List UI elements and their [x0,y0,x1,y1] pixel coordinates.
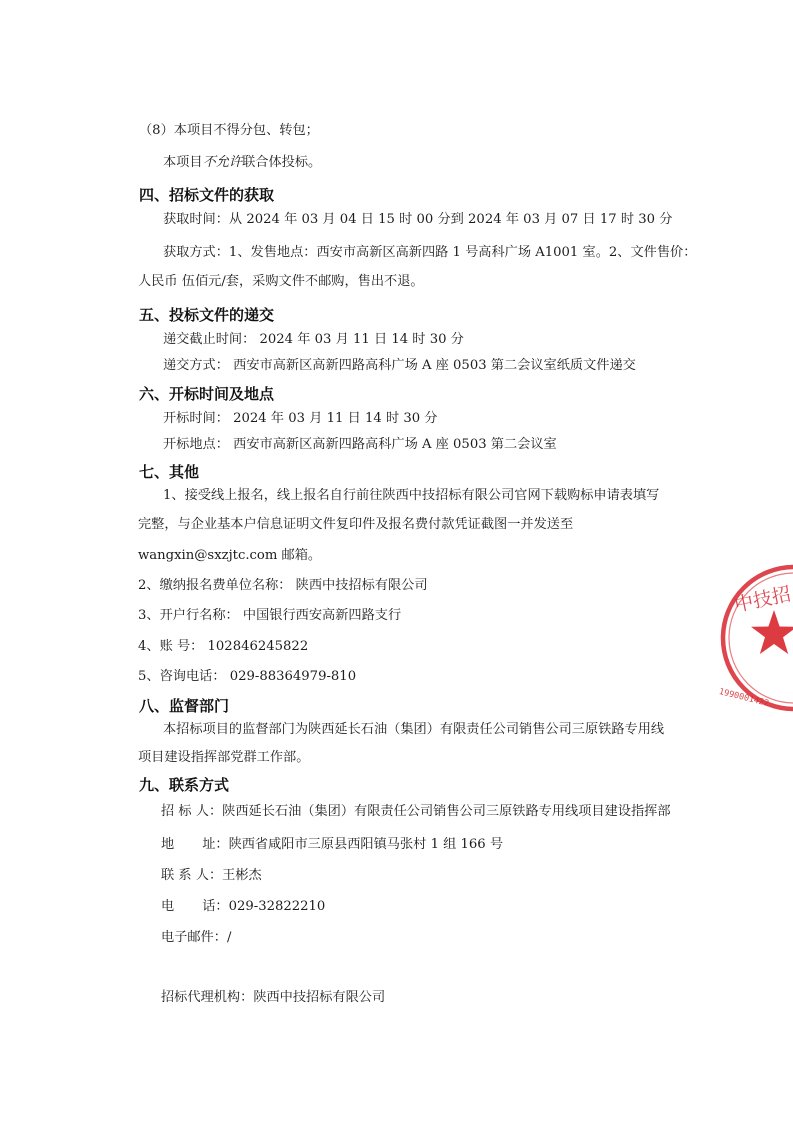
consortium-line: 本项目不允许联合体投标。 [163,155,322,170]
seal-text: 中技招 [732,583,793,617]
online-registration-line2: 完整，与企业基本户信息证明文件复印件及报名费付款凭证截图一并发送至 [138,517,574,532]
company-seal [712,560,793,720]
obtain-method-line2: 人民币 伍佰元/套，采购文件不邮购，售出不退。 [138,274,424,289]
section-9-heading: 九、联系方式 [139,776,230,794]
section-8-heading: 八、监督部门 [139,697,230,715]
phone-value: 029-32822210 [228,899,326,914]
address-label-a: 地 [161,837,175,852]
bank-name: 3、开户行名称： 中国银行西安高新四路支行 [138,608,402,623]
section-5-heading: 五、投标文件的递交 [139,306,275,324]
phone-label-b: 话： [202,899,229,914]
supervision-line2: 项目建设指挥部党群工作部。 [138,750,310,765]
online-registration-line1: 1、接受线上报名，线上报名自行前往陕西中技招标有限公司官网下载购标申请表填写 [163,488,660,503]
seal-star-icon [751,610,793,654]
contact-label: 联 系 人： [161,868,223,883]
section-4-heading: 四、招标文件的获取 [139,186,275,204]
agency-label: 招标代理机构： [161,990,254,1005]
tenderer-value: 陕西延长石油（集团）有限责任公司销售公司三原铁路专用线项目建设指挥部 [222,804,671,819]
agency-row [161,989,385,1007]
seal-number: 1990001422 [717,686,770,710]
supervision-line1: 本招标项目的监督部门为陕西延长石油（集团）有限责任公司销售公司三原铁路专用线 [163,722,665,737]
opening-place: 开标地点： 西安市高新区高新四路高科广场 A 座 0503 第二会议室 [163,437,557,452]
address-value: 陕西省咸阳市三原县西阳镇马张村 1 组 166 号 [228,837,504,852]
obtain-method-line1: 获取方式：1、发售地点：西安市高新区高新四路 1 号高科广场 A1001 室。2、文件售价： [163,245,697,260]
inquiry-phone: 5、咨询电话： 029-88364979-810 [138,669,357,684]
phone-row [161,898,325,916]
tenderer-label: 招 标 人： [161,804,223,819]
email-row [161,929,231,947]
contact-value: 王彬杰 [222,868,262,883]
account-number: 4、账 号： 102846245822 [138,639,309,654]
address-label-b: 址： [202,837,229,852]
opening-time: 开标时间： 2024 年 03 月 11 日 14 时 30 分 [163,411,438,426]
agency-value: 陕西中技招标有限公司 [253,990,386,1005]
item-8-no-subcontract: （8）本项目不得分包、转包； [139,123,319,138]
contact-row [161,867,262,885]
section-7-heading: 七、其他 [139,463,200,481]
tenderer-row [161,803,671,821]
email-value: / [226,930,232,945]
email-label: 电子邮件： [161,930,227,945]
address-row [161,836,503,854]
phone-label-a: 电 [161,899,175,914]
obtain-time: 获取时间：从 2024 年 03 月 04 日 15 时 00 分到 2024 年 03 月 07 日 17 时 30 分 [163,212,673,227]
section-6-heading: 六、开标时间及地点 [139,385,275,403]
fee-payee: 2、缴纳报名费单位名称： 陕西中技招标有限公司 [138,578,428,593]
submit-deadline: 递交截止时间： 2024 年 03 月 11 日 14 时 30 分 [163,332,464,347]
submit-method: 递交方式： 西安市高新区高新四路高科广场 A 座 0503 第二会议室纸质文件递交 [163,358,636,373]
consortium-emphasis: 不允许 [202,155,243,170]
company-seal-graphic [712,560,793,720]
online-registration-line3: wangxin@sxzjtc.com 邮箱。 [138,548,322,563]
